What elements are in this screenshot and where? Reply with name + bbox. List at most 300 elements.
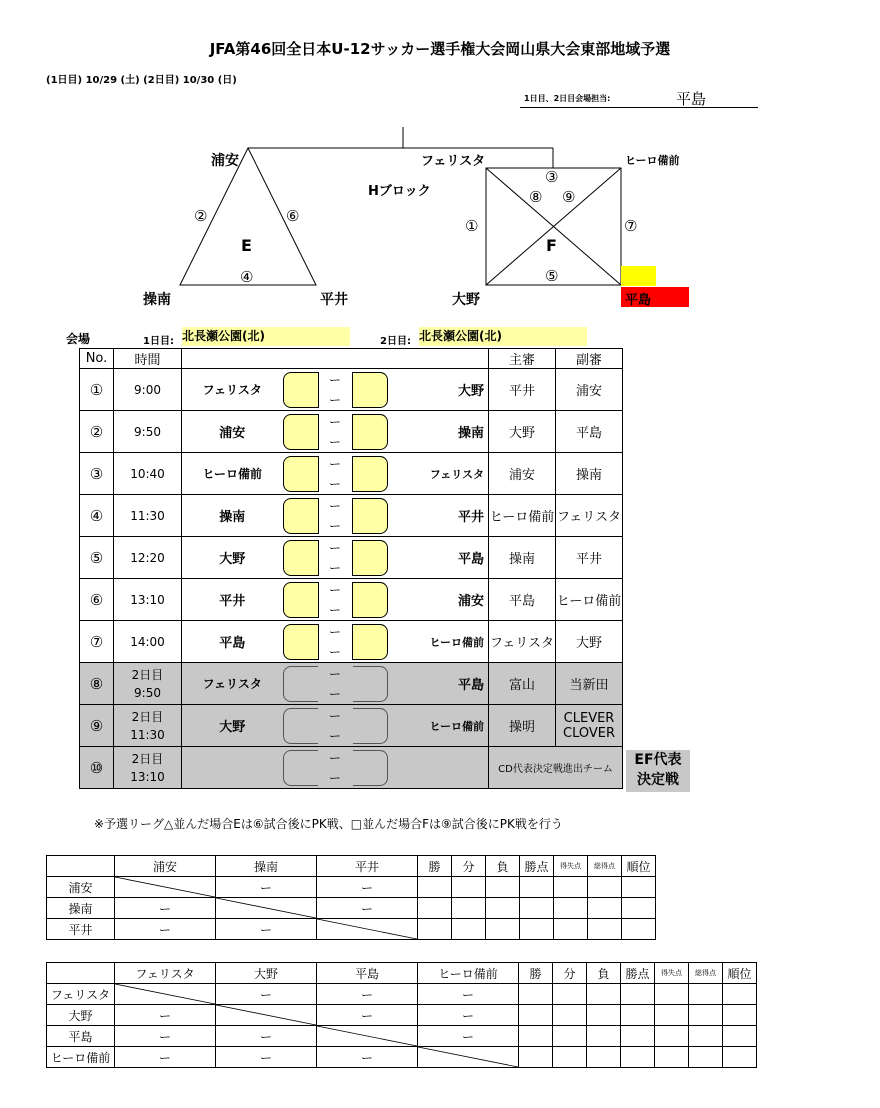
match-time-cell [114,663,182,705]
schedule-row [80,369,623,411]
match-referee: 操南 [489,537,556,579]
row-team: 浦安 [47,877,115,898]
away-score-box[interactable] [352,663,388,705]
diagonal-line [115,877,215,897]
stat-cell[interactable] [587,1026,621,1047]
home-score-box[interactable] [283,621,319,663]
schedule-row [80,453,623,495]
dates-text: (1日目) 10/29 (土) (2日目) 10/30 (日) [46,75,237,86]
stat-header: 得失点 [554,856,588,877]
score-dash-bottom: ー [328,560,341,575]
result-cell[interactable] [216,919,317,940]
match-home: 浦安 [182,411,283,453]
self-cell [317,919,418,940]
match-time: 13:10 [130,769,165,784]
stat-cell[interactable] [723,1047,757,1068]
header-assistant: 副審 [556,349,623,369]
away-score-box[interactable] [352,411,388,453]
group-f-label: F [546,236,557,255]
match-assistant: 大野 [556,621,623,663]
stat-cell[interactable] [723,984,757,1005]
match-referee: フェリスタ [489,621,556,663]
result-cell[interactable] [418,1026,519,1047]
match-assistant: 浦安 [556,369,623,411]
match-num-7: ⑦ [624,217,638,235]
stat-cell[interactable] [486,877,520,898]
match-num-6: ⑥ [286,207,300,225]
stat-cell[interactable] [486,919,520,940]
venue-label: 1日目、2日目会場担当: [524,94,611,103]
result-cell[interactable] [317,877,418,898]
away-score-box[interactable] [352,621,388,663]
match-home: フェリスタ [182,663,283,705]
match-assistant: 当新田 [556,663,623,705]
match-day: 2日目 [131,667,164,682]
result-dash: ー [259,880,272,895]
final-label-line2: 決定戦 [637,772,679,788]
team-hirai: 平井 [320,292,348,308]
schedule-row [80,537,623,579]
schedule-row [80,495,623,537]
score-dash-bottom: ー [328,476,341,491]
match-away: 平井 [388,495,489,537]
match-home [182,747,283,789]
match-assistant: フェリスタ [556,495,623,537]
standings-row [47,877,656,898]
away-score-box[interactable] [352,369,388,411]
result-cell[interactable] [317,984,418,1005]
schedule-row [80,621,623,663]
result-dash: ー [158,1008,171,1023]
col-team: 操南 [216,856,317,877]
stat-cell[interactable] [520,919,554,940]
stat-cell[interactable] [621,1047,655,1068]
tiebreak-note: ※予選リーグ△並んだ場合Eは⑥試合後にPK戦、□並んだ場合Fは⑨試合後にPK戦を行う [94,817,563,831]
stat-cell[interactable] [588,877,622,898]
stat-cell[interactable] [554,919,588,940]
schedule-header-row [80,349,623,369]
col-team: フェリスタ [115,963,216,984]
match-num-1: ① [465,217,479,235]
stat-cell[interactable] [588,919,622,940]
home-score-box[interactable] [283,537,319,579]
score-separator [319,579,352,621]
result-dash: ー [360,1050,373,1065]
score-dash-bottom: ー [328,602,341,617]
diagonal-line [317,1026,417,1046]
match-time-cell [114,537,182,579]
standings-row [47,1026,757,1047]
day1-label: 1日目: [143,336,174,347]
result-dash: ー [158,1029,171,1044]
stat-header: 勝 [519,963,553,984]
match-time: 14:00 [130,634,165,649]
match-time: 9:50 [134,424,161,439]
result-dash: ー [158,901,171,916]
diagonal-line [115,984,215,1004]
stat-header: 勝点 [520,856,554,877]
score-separator [319,495,352,537]
away-score-box[interactable] [352,705,388,747]
result-dash: ー [360,901,373,916]
self-cell [317,1026,418,1047]
standings-row [47,1047,757,1068]
stat-cell[interactable] [452,919,486,940]
yellow-marker [621,266,656,286]
home-score-box[interactable] [283,453,319,495]
match-no: ⑤ [80,537,114,579]
match-time: 9:50 [134,685,161,700]
match-num-2: ② [194,207,208,225]
stat-cell[interactable] [622,877,656,898]
standings-group-f [46,962,757,1068]
score-dash-top: ー [328,540,341,555]
result-cell[interactable] [216,877,317,898]
stat-header: 順位 [622,856,656,877]
score-separator [319,747,352,789]
match-away: 大野 [388,369,489,411]
standings-header-row [47,963,757,984]
stat-cell[interactable] [418,919,452,940]
result-dash: ー [360,1008,373,1023]
match-no: ③ [80,453,114,495]
stat-header: 負 [486,856,520,877]
home-score-box[interactable] [283,369,319,411]
final-label [626,750,690,792]
schedule-row [80,579,623,621]
result-cell[interactable] [317,1047,418,1068]
match-away: 平島 [388,663,489,705]
match-referee: ヒーロ備前 [489,495,556,537]
match-home: ヒーロ備前 [182,453,283,495]
day1-venue: 北長瀬公園(北) [182,327,350,346]
stat-header: 分 [553,963,587,984]
stat-cell[interactable] [621,1005,655,1026]
match-time-cell [114,453,182,495]
match-away: 平島 [388,537,489,579]
row-team: フェリスタ [47,984,115,1005]
away-score-box[interactable] [352,537,388,579]
stat-cell[interactable] [553,984,587,1005]
score-dash-top: ー [328,624,341,639]
match-num-8: ⑧ [529,188,543,206]
row-team: 平島 [47,1026,115,1047]
match-away: ヒーロ備前 [388,621,489,663]
result-dash: ー [259,987,272,1002]
match-day: 2日目 [131,709,164,724]
row-team: ヒーロ備前 [47,1047,115,1068]
match-num-5: ⑤ [545,267,559,285]
result-cell[interactable] [115,898,216,919]
stat-cell[interactable] [655,1047,689,1068]
match-time: 11:30 [130,727,165,742]
stat-cell[interactable] [689,1005,723,1026]
match-home: 大野 [182,537,283,579]
match-no: ① [80,369,114,411]
result-cell[interactable] [115,1047,216,1068]
stat-cell[interactable] [520,877,554,898]
stat-cell[interactable] [554,877,588,898]
stat-cell[interactable] [621,1026,655,1047]
result-cell[interactable] [418,1005,519,1026]
match-assistant: 平島 [556,411,623,453]
match-time-cell [114,369,182,411]
match-assistant: CLEVER CLOVER [556,705,623,747]
away-score-box[interactable] [352,747,388,789]
stat-cell[interactable] [689,1047,723,1068]
match-no: ② [80,411,114,453]
stat-cell[interactable] [723,1026,757,1047]
col-team: 浦安 [115,856,216,877]
score-separator [319,663,352,705]
match-time: 9:00 [134,382,161,397]
page-title: JFA第46回全日本U-12サッカー選手権大会岡山県大会東部地域予選 [209,40,671,58]
match-referee: 大野 [489,411,556,453]
block-label: Hブロック [368,184,431,199]
home-score-box[interactable] [283,663,319,705]
score-dash-bottom: ー [328,728,341,743]
match-home: 平井 [182,579,283,621]
match-referee-span: CD代表決定戦進出チーム [489,747,623,789]
stat-cell[interactable] [689,1026,723,1047]
match-home: 平島 [182,621,283,663]
col-team: ヒーロ備前 [418,963,519,984]
col-team: 平井 [317,856,418,877]
stat-cell[interactable] [519,1047,553,1068]
result-dash: ー [360,880,373,895]
result-cell[interactable] [317,1005,418,1026]
group-e-label: E [241,236,252,255]
score-separator [319,453,352,495]
score-dash-top: ー [328,666,341,681]
score-dash-top: ー [328,708,341,723]
result-cell[interactable] [216,1026,317,1047]
self-cell [115,984,216,1005]
header-no: No. [80,349,114,369]
score-dash-bottom: ー [328,686,341,701]
score-dash-top: ー [328,750,341,765]
match-assistant: 平井 [556,537,623,579]
home-score-box[interactable] [283,747,319,789]
stat-cell[interactable] [689,984,723,1005]
match-away [388,747,489,789]
score-dash-bottom: ー [328,770,341,785]
result-dash: ー [158,1050,171,1065]
score-separator [319,705,352,747]
match-home: 大野 [182,705,283,747]
header-blank [182,349,489,369]
stat-cell[interactable] [519,1005,553,1026]
standings-row [47,984,757,1005]
venue-row-label: 会場 [66,332,91,346]
result-cell[interactable] [418,984,519,1005]
match-referee: 浦安 [489,453,556,495]
self-cell [418,1047,519,1068]
match-no: ⑥ [80,579,114,621]
match-day: 2日目 [131,751,164,766]
diagonal-line [216,898,316,918]
home-score-box[interactable] [283,411,319,453]
match-home: フェリスタ [182,369,283,411]
team-ono: 大野 [452,292,480,308]
schedule-row [80,747,623,789]
stat-cell[interactable] [452,877,486,898]
team-urayasu: 浦安 [211,153,239,169]
stat-cell[interactable] [587,1005,621,1026]
stat-cell[interactable] [452,898,486,919]
day2-label: 2日目: [380,336,411,347]
match-away: 浦安 [388,579,489,621]
stat-cell[interactable] [655,984,689,1005]
match-assistant: ヒーロ備前 [556,579,623,621]
home-score-box[interactable] [283,495,319,537]
stat-cell[interactable] [519,984,553,1005]
score-dash-bottom: ー [328,518,341,533]
schedule-row [80,411,623,453]
match-num-4: ④ [240,268,254,286]
match-referee: 平井 [489,369,556,411]
col-team: 大野 [216,963,317,984]
score-separator [319,369,352,411]
row-team: 平井 [47,919,115,940]
self-cell [115,877,216,898]
stat-cell[interactable] [622,898,656,919]
stat-cell[interactable] [655,1026,689,1047]
score-separator [319,537,352,579]
standings-row [47,898,656,919]
standings-row [47,1005,757,1026]
match-referee: 富山 [489,663,556,705]
diagonal-line [317,919,417,939]
schedule-row [80,663,623,705]
match-home: 操南 [182,495,283,537]
stat-header: 得失点 [655,963,689,984]
stat-cell[interactable] [587,1047,621,1068]
col-team: 平島 [317,963,418,984]
match-num-3: ③ [545,168,559,186]
match-time-cell [114,621,182,663]
stat-cell[interactable] [554,898,588,919]
match-time-cell [114,705,182,747]
result-dash: ー [461,987,474,1002]
result-dash: ー [461,1008,474,1023]
result-dash: ー [461,1029,474,1044]
result-cell[interactable] [115,1005,216,1026]
stat-cell[interactable] [587,984,621,1005]
stat-header: 順位 [723,963,757,984]
stat-cell[interactable] [621,984,655,1005]
score-dash-bottom: ー [328,392,341,407]
result-cell[interactable] [216,1047,317,1068]
result-cell[interactable] [115,919,216,940]
stat-header: 分 [452,856,486,877]
match-no: ⑨ [80,705,114,747]
match-time-cell [114,495,182,537]
match-no: ④ [80,495,114,537]
stat-header: 総得点 [689,963,723,984]
stat-cell[interactable] [553,1005,587,1026]
match-num-9: ⑨ [562,188,576,206]
corner-cell [47,963,115,984]
stat-cell[interactable] [519,1026,553,1047]
stat-cell[interactable] [723,1005,757,1026]
schedule-table [79,348,623,789]
result-dash: ー [259,1029,272,1044]
result-dash: ー [360,987,373,1002]
home-score-box[interactable] [283,579,319,621]
stat-header: 勝点 [621,963,655,984]
match-time: 10:40 [130,466,165,481]
row-team: 操南 [47,898,115,919]
diagonal-line [216,1005,316,1025]
stat-cell[interactable] [418,898,452,919]
stat-header: 勝 [418,856,452,877]
away-score-box[interactable] [352,453,388,495]
team-hiro-bizen: ヒーロ備前 [625,154,680,167]
final-label-line1: EF代表 [634,752,682,768]
result-dash: ー [259,922,272,937]
stat-cell[interactable] [418,877,452,898]
match-no: ⑦ [80,621,114,663]
match-away: フェリスタ [388,453,489,495]
team-sonan: 操南 [143,292,171,308]
result-dash: ー [259,1050,272,1065]
match-time-cell [114,579,182,621]
result-cell[interactable] [115,1026,216,1047]
schedule-row [80,705,623,747]
self-cell [216,898,317,919]
standings-header-row [47,856,656,877]
result-cell[interactable] [216,984,317,1005]
stat-cell[interactable] [553,1047,587,1068]
score-dash-bottom: ー [328,434,341,449]
standings-row [47,919,656,940]
stat-cell[interactable] [655,1005,689,1026]
match-no: ⑩ [80,747,114,789]
match-referee: 操明 [489,705,556,747]
self-cell [216,1005,317,1026]
result-dash: ー [158,922,171,937]
match-assistant: 操南 [556,453,623,495]
match-no: ⑧ [80,663,114,705]
team-felista: フェリスタ [421,154,486,169]
standings-group-e [46,855,656,940]
score-separator [319,411,352,453]
stat-header: 負 [587,963,621,984]
score-dash-top: ー [328,414,341,429]
stat-header: 総得点 [588,856,622,877]
header-referee: 主審 [489,349,556,369]
stat-cell[interactable] [588,898,622,919]
away-score-box[interactable] [352,495,388,537]
stat-cell[interactable] [622,919,656,940]
home-score-box[interactable] [283,705,319,747]
away-score-box[interactable] [352,579,388,621]
day2-venue: 北長瀬公園(北) [419,327,587,346]
score-dash-top: ー [328,372,341,387]
stat-cell[interactable] [486,898,520,919]
row-team: 大野 [47,1005,115,1026]
venue-name: 平島 [676,90,707,108]
team-hirashima: 平島 [625,293,652,308]
stat-cell[interactable] [520,898,554,919]
stat-cell[interactable] [553,1026,587,1047]
match-time: 13:10 [130,592,165,607]
match-time-cell [114,747,182,789]
result-cell[interactable] [317,898,418,919]
match-time-cell [114,411,182,453]
match-away: ヒーロ備前 [388,705,489,747]
